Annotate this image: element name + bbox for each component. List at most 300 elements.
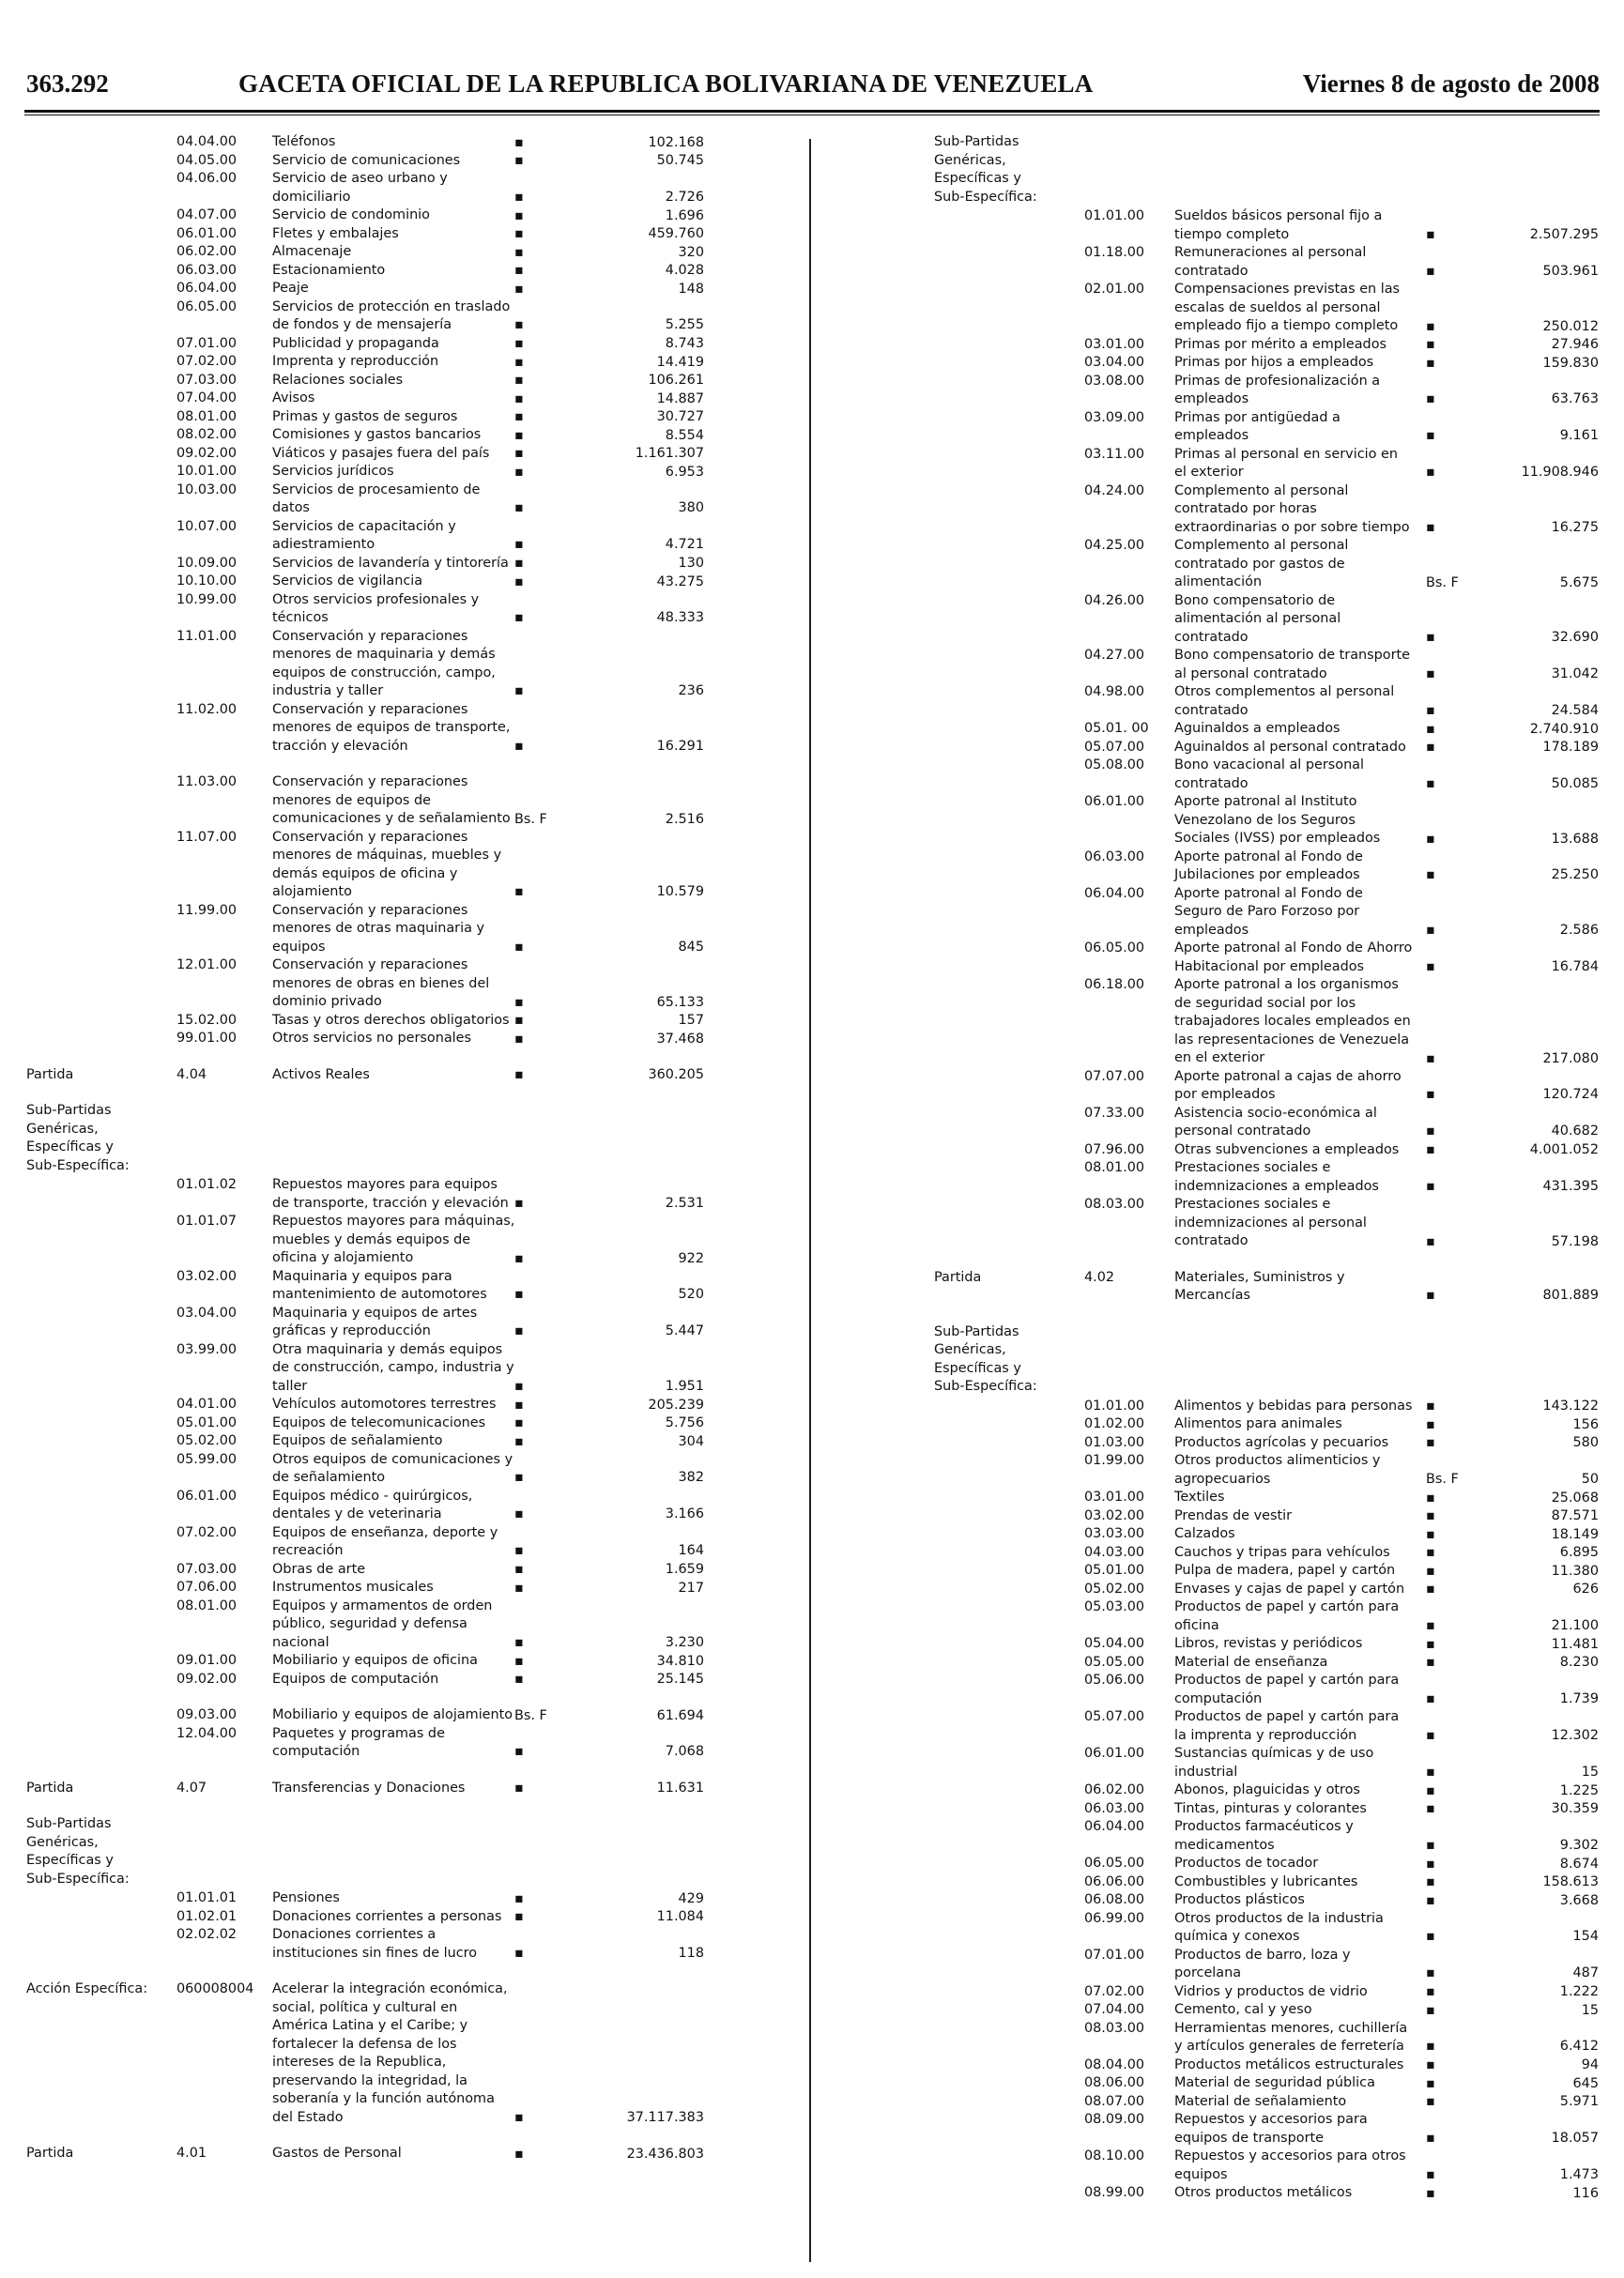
budget-code: 06.04.00 xyxy=(1084,1819,1145,1834)
budget-description: Primas de profesionalización a empleados xyxy=(1174,373,1381,406)
budget-description: Conservación y reparaciones menores de maquinaria y demás equipos de construcción, campo, industria y taller xyxy=(272,628,496,698)
budget-row xyxy=(934,1635,1599,1654)
budget-description: Cauchos y tripas para vehículos xyxy=(1174,1544,1390,1560)
budget-row xyxy=(26,1815,704,1889)
bullet-marker: ▪ xyxy=(1426,1617,1435,1633)
budget-amount: 1.659 xyxy=(665,1562,704,1577)
budget-row xyxy=(26,1524,704,1561)
bullet-marker: ▪ xyxy=(514,207,524,223)
budget-amount: 503.961 xyxy=(1542,263,1599,279)
budget-code: 10.03.00 xyxy=(176,482,237,497)
budget-row xyxy=(934,1910,1599,1947)
bullet-marker: ▪ xyxy=(1426,2130,1435,2146)
budget-row xyxy=(934,2056,1599,2075)
budget-description: Maquinaria y equipos para mantenimiento de automotores xyxy=(272,1268,487,1302)
budget-amount: 2.531 xyxy=(665,1195,704,1211)
budget-row xyxy=(26,1706,704,1725)
budget-code: 03.01.00 xyxy=(1084,1490,1145,1505)
budget-row xyxy=(934,720,1599,739)
right-column xyxy=(934,133,1599,2203)
budget-code: 05.02.00 xyxy=(176,1433,237,1448)
budget-row xyxy=(934,1434,1599,1453)
row-label: Partida xyxy=(934,1269,982,1285)
bullet-marker: ▪ xyxy=(1426,2002,1435,2018)
budget-description: Transferencias y Donaciones xyxy=(272,1780,466,1796)
budget-amount: 8.743 xyxy=(665,336,704,351)
budget-code: 06.18.00 xyxy=(1084,977,1145,992)
budget-amount: 24.584 xyxy=(1551,702,1599,718)
budget-amount: 5.971 xyxy=(1559,2094,1599,2109)
bullet-marker: ▪ xyxy=(514,1379,524,1394)
budget-description: Complemento al personal contratado por gastos de alimentación xyxy=(1174,538,1349,589)
bullet-marker: ▪ xyxy=(1426,1690,1435,1706)
budget-code: 03.04.00 xyxy=(176,1305,237,1321)
budget-amount: 25.145 xyxy=(656,1672,704,1687)
budget-amount: 40.682 xyxy=(1551,1124,1599,1139)
bullet-marker: ▪ xyxy=(1426,2094,1435,2109)
budget-row xyxy=(934,482,1599,538)
budget-amount: 37.468 xyxy=(656,1031,704,1047)
bullet-marker: ▪ xyxy=(514,134,524,150)
budget-row xyxy=(934,683,1599,720)
budget-code: 12.01.00 xyxy=(176,957,237,972)
budget-description: Productos de barro, loza y porcelana xyxy=(1174,1947,1351,1980)
budget-code: 08.01.00 xyxy=(1084,1160,1145,1175)
page-number: 363.292 xyxy=(26,69,109,98)
budget-code: 4.02 xyxy=(1084,1269,1115,1285)
budget-amount: 120.724 xyxy=(1542,1087,1599,1102)
budget-description: Prestaciones sociales e indemnizaciones al personal contratado xyxy=(1174,1197,1367,1248)
budget-amount: 94 xyxy=(1581,2057,1599,2072)
budget-amount: 320 xyxy=(678,244,704,260)
budget-description: Productos farmacéuticos y medicamentos xyxy=(1174,1819,1354,1853)
budget-code: 05.02.00 xyxy=(1084,1581,1145,1597)
bullet-marker: ▪ xyxy=(514,1672,524,1687)
budget-description: Vehículos automotores terrestres xyxy=(272,1397,497,1412)
currency-unit: Bs. F xyxy=(1426,574,1459,590)
budget-amount: 34.810 xyxy=(656,1653,704,1669)
budget-code: 08.03.00 xyxy=(1084,2020,1145,2036)
budget-amount: 11.380 xyxy=(1551,1563,1599,1579)
budget-code: 01.01.00 xyxy=(1084,1398,1145,1414)
bullet-marker: ▪ xyxy=(1426,1984,1435,1999)
budget-code: 04.05.00 xyxy=(176,152,237,168)
budget-description: Conservación y reparaciones menores de equipos de transporte, tracción y elevación xyxy=(272,701,511,754)
budget-code: 04.03.00 xyxy=(1084,1544,1145,1560)
bullet-marker: ▪ xyxy=(1426,1142,1435,1157)
budget-code: 4.07 xyxy=(176,1780,207,1796)
budget-row xyxy=(26,902,704,957)
budget-code: 06.01.00 xyxy=(1084,794,1145,809)
budget-description: Sueldos básicos personal fijo a tiempo completo xyxy=(1174,208,1383,242)
budget-description: Sustancias químicas y de uso industrial xyxy=(1174,1746,1374,1780)
budget-row xyxy=(26,1066,704,1085)
budget-amount: 61.694 xyxy=(656,1707,704,1723)
budget-amount: 14.887 xyxy=(656,390,704,406)
budget-row xyxy=(934,207,1599,244)
budget-amount: 18.057 xyxy=(1551,2130,1599,2146)
budget-code: 05.06.00 xyxy=(1084,1673,1145,1688)
budget-row xyxy=(26,573,704,591)
budget-description: Otros productos metálicos xyxy=(1174,2185,1353,2200)
budget-row xyxy=(934,757,1599,793)
budget-code: 99.01.00 xyxy=(176,1031,237,1046)
budget-amount: 50.745 xyxy=(656,153,704,168)
budget-code: 09.02.00 xyxy=(176,445,237,461)
budget-row xyxy=(934,1672,1599,1708)
budget-code: 02.02.02 xyxy=(176,1927,237,1942)
budget-row xyxy=(26,262,704,281)
bullet-marker: ▪ xyxy=(1426,1508,1435,1523)
bullet-marker: ▪ xyxy=(514,1013,524,1028)
budget-description: Teléfonos xyxy=(272,134,336,149)
budget-amount: 429 xyxy=(678,1890,704,1906)
budget-row xyxy=(934,1068,1599,1105)
budget-code: 10.99.00 xyxy=(176,591,237,607)
budget-description: Aguinaldos al personal contratado xyxy=(1174,739,1406,755)
budget-row xyxy=(934,336,1599,355)
budget-code: 06.01.00 xyxy=(176,225,237,241)
budget-code: 07.04.00 xyxy=(176,390,237,405)
row-label: Partida xyxy=(26,1780,74,1796)
budget-code: 03.02.00 xyxy=(176,1268,237,1284)
budget-code: 11.07.00 xyxy=(176,829,237,845)
budget-code: 09.02.00 xyxy=(176,1671,237,1687)
budget-amount: 50.085 xyxy=(1551,775,1599,791)
bullet-marker: ▪ xyxy=(514,409,524,424)
budget-amount: 205.239 xyxy=(648,1397,704,1413)
budget-amount: 1.696 xyxy=(665,207,704,223)
budget-amount: 1.222 xyxy=(1559,1984,1599,1999)
bullet-marker: ▪ xyxy=(1426,2185,1435,2201)
budget-description: Otros servicios profesionales y técnicos xyxy=(272,591,480,625)
bullet-marker: ▪ xyxy=(1426,2039,1435,2054)
budget-row xyxy=(934,2020,1599,2056)
bullet-marker: ▪ xyxy=(514,1195,524,1211)
budget-row xyxy=(26,628,704,701)
budget-description: Tintas, pinturas y colorantes xyxy=(1174,1800,1367,1816)
budget-description: Servicio de aseo urbano y domiciliario xyxy=(272,171,448,205)
bullet-marker: ▪ xyxy=(514,281,524,297)
bullet-marker: ▪ xyxy=(514,683,524,698)
budget-description: Bono compensatorio de transporte al personal contratado xyxy=(1174,648,1410,681)
budget-description: Combustibles y lubricantes xyxy=(1174,1873,1358,1889)
budget-description: Equipos de señalamiento xyxy=(272,1433,443,1448)
bullet-marker: ▪ xyxy=(514,500,524,515)
budget-amount: 1.739 xyxy=(1559,1690,1599,1706)
budget-amount: 2.726 xyxy=(665,189,704,205)
budget-row xyxy=(26,482,704,518)
budget-description: Complemento al personal contratado por horas extraordinarias o por sobre tiempo xyxy=(1174,482,1410,535)
bullet-marker: ▪ xyxy=(1426,867,1435,882)
budget-description: Donaciones corrientes a instituciones sin fines de lucro xyxy=(272,1927,478,1961)
budget-row xyxy=(26,152,704,171)
budget-code: 4.04 xyxy=(176,1066,207,1082)
bullet-marker: ▪ xyxy=(514,739,524,754)
bullet-marker: ▪ xyxy=(1426,1655,1435,1670)
budget-amount: 2.740.910 xyxy=(1529,721,1599,737)
budget-description: Fletes y embalajes xyxy=(272,225,399,241)
budget-description: Alimentos y bebidas para personas xyxy=(1174,1398,1413,1414)
left-column xyxy=(26,133,704,2163)
budget-row xyxy=(934,940,1599,976)
budget-row xyxy=(26,1451,704,1488)
budget-code: 10.01.00 xyxy=(176,464,237,479)
bullet-marker: ▪ xyxy=(1426,1965,1435,1980)
budget-code: 05.99.00 xyxy=(176,1451,237,1467)
bullet-marker: ▪ xyxy=(514,244,524,260)
budget-amount: 12.302 xyxy=(1551,1727,1599,1743)
bullet-marker: ▪ xyxy=(1426,2166,1435,2182)
budget-row xyxy=(26,1980,704,2127)
budget-code: 03.11.00 xyxy=(1084,446,1145,462)
budget-amount: 25.068 xyxy=(1551,1490,1599,1506)
budget-description: Almacenaje xyxy=(272,244,352,259)
bullet-marker: ▪ xyxy=(514,390,524,406)
budget-description: Maquinaria y equipos de artes gráficas y reproducción xyxy=(272,1305,478,1338)
budget-row xyxy=(934,2148,1599,2184)
budget-description: Gastos de Personal xyxy=(272,2146,402,2161)
budget-amount: 16.784 xyxy=(1551,958,1599,974)
budget-description: Prendas de vestir xyxy=(1174,1507,1293,1523)
budget-amount: 23.436.803 xyxy=(626,2146,704,2162)
budget-row xyxy=(26,1926,704,1963)
budget-description: Primas por hijos a empleados xyxy=(1174,355,1374,370)
budget-code: 06.03.00 xyxy=(1084,849,1145,864)
bullet-marker: ▪ xyxy=(514,573,524,589)
budget-amount: 9.161 xyxy=(1559,428,1599,443)
budget-code: 05.08.00 xyxy=(1084,757,1145,772)
budget-row xyxy=(934,647,1599,683)
budget-code: 07.07.00 xyxy=(1084,1068,1145,1084)
budget-amount: 11.631 xyxy=(656,1781,704,1796)
budget-amount: 25.250 xyxy=(1551,867,1599,882)
budget-code: 09.01.00 xyxy=(176,1653,237,1668)
bullet-marker: ▪ xyxy=(514,1067,524,1082)
budget-amount: 157 xyxy=(678,1013,704,1028)
budget-row xyxy=(934,1947,1599,1983)
budget-amount: 50 xyxy=(1581,1471,1599,1487)
budget-row xyxy=(26,956,704,1012)
budget-amount: 15 xyxy=(1581,1764,1599,1780)
budget-row xyxy=(934,1525,1599,1544)
budget-row xyxy=(26,1889,704,1908)
budget-row xyxy=(934,1196,1599,1251)
bullet-marker: ▪ xyxy=(1426,1636,1435,1652)
budget-row xyxy=(934,1891,1599,1910)
budget-amount: 31.042 xyxy=(1551,665,1599,681)
budget-description: Prestaciones sociales e indemnizaciones a empleados xyxy=(1174,1160,1379,1194)
bullet-marker: ▪ xyxy=(514,1506,524,1521)
budget-code: 07.96.00 xyxy=(1084,1141,1145,1157)
budget-description: Remuneraciones al personal contratado xyxy=(1174,245,1367,279)
budget-code: 06.03.00 xyxy=(176,262,237,278)
budget-row xyxy=(26,1432,704,1451)
budget-row xyxy=(26,1102,704,1176)
budget-amount: 459.760 xyxy=(648,226,704,241)
budget-code: 04.25.00 xyxy=(1084,538,1145,553)
budget-amount: 154 xyxy=(1572,1929,1599,1944)
bullet-marker: ▪ xyxy=(1426,740,1435,755)
budget-row xyxy=(934,1323,1599,1398)
budget-amount: 1.161.307 xyxy=(635,446,704,461)
budget-code: 07.01.00 xyxy=(1084,1947,1145,1963)
budget-code: 01.01.01 xyxy=(176,1890,237,1905)
budget-amount: 5.675 xyxy=(1559,574,1599,590)
bullet-marker: ▪ xyxy=(514,189,524,205)
bullet-marker: ▪ xyxy=(514,153,524,168)
budget-code: 06.01.00 xyxy=(176,1488,237,1504)
budget-row xyxy=(934,1598,1599,1635)
budget-amount: 3.230 xyxy=(665,1635,704,1650)
budget-amount: 32.690 xyxy=(1551,630,1599,645)
bullet-marker: ▪ xyxy=(514,317,524,332)
bullet-marker: ▪ xyxy=(1426,520,1435,535)
bullet-marker: ▪ xyxy=(514,464,524,480)
budget-description: Vidrios y productos de vidrio xyxy=(1174,1983,1368,1999)
budget-code: 06.04.00 xyxy=(176,281,237,296)
budget-row xyxy=(26,1176,704,1213)
budget-row xyxy=(934,2074,1599,2093)
budget-description: Aguinaldos a empleados xyxy=(1174,721,1341,736)
budget-description: Repuestos mayores para máquinas, muebles y demás equipos de oficina y alojamiento xyxy=(272,1214,515,1265)
budget-code: 01.03.00 xyxy=(1084,1434,1145,1450)
budget-description: Paquetes y programas de computación xyxy=(272,1725,445,1759)
budget-row xyxy=(26,1780,704,1798)
budget-code: 07.04.00 xyxy=(1084,2002,1145,2017)
bullet-marker: ▪ xyxy=(514,1287,524,1302)
budget-description: Materiales, Suministros y Mercancías xyxy=(1174,1269,1345,1303)
bullet-marker: ▪ xyxy=(514,994,524,1010)
budget-amount: 487 xyxy=(1572,1965,1599,1980)
budget-amount: 217 xyxy=(678,1580,704,1596)
budget-code: 03.02.00 xyxy=(1084,1507,1145,1523)
budget-amount: 106.261 xyxy=(648,373,704,388)
bullet-marker: ▪ xyxy=(514,537,524,552)
budget-code: 04.07.00 xyxy=(176,207,237,222)
budget-row xyxy=(934,1745,1599,1781)
bullet-marker: ▪ xyxy=(514,1635,524,1650)
budget-code: 04.27.00 xyxy=(1084,648,1145,663)
budget-row xyxy=(934,1855,1599,1873)
budget-code: 04.01.00 xyxy=(176,1397,237,1412)
budget-description: Otros equipos de comunicaciones y de señalamiento xyxy=(272,1451,513,1485)
budget-amount: 8.674 xyxy=(1559,1856,1599,1872)
budget-amount: 217.080 xyxy=(1542,1050,1599,1066)
budget-code: 08.04.00 xyxy=(1084,2056,1145,2072)
budget-description: Imprenta y reproducción xyxy=(272,354,439,369)
bullet-marker: ▪ xyxy=(1426,1050,1435,1066)
bullet-marker: ▪ xyxy=(1426,465,1435,480)
budget-description: Pensiones xyxy=(272,1890,340,1905)
bullet-marker: ▪ xyxy=(514,1543,524,1558)
budget-description: Comisiones y gastos bancarios xyxy=(272,427,482,442)
budget-amount: 4.721 xyxy=(665,537,704,552)
row-label: Sub-Partidas Genéricas, Específicas y Sub-Específica: xyxy=(26,1103,130,1173)
budget-code: 04.26.00 xyxy=(1084,592,1145,608)
budget-description: Equipos de enseñanza, deporte y recreación xyxy=(272,1524,498,1558)
bullet-marker: ▪ xyxy=(514,1945,524,1961)
budget-row xyxy=(26,1671,704,1689)
bullet-marker: ▪ xyxy=(1426,1856,1435,1872)
budget-code: 11.01.00 xyxy=(176,628,237,644)
budget-code: 03.09.00 xyxy=(1084,409,1145,425)
budget-code: 10.10.00 xyxy=(176,573,237,589)
budget-row xyxy=(26,298,704,335)
budget-code: 08.10.00 xyxy=(1084,2148,1145,2163)
budget-description: Primas por antigüedad a empleados xyxy=(1174,409,1341,443)
budget-row xyxy=(26,1725,704,1762)
budget-row xyxy=(26,408,704,427)
budget-description: Aporte patronal al Fondo de Seguro de Paro Forzoso por empleados xyxy=(1174,885,1363,938)
bullet-marker: ▪ xyxy=(1426,1929,1435,1944)
budget-code: 07.02.00 xyxy=(176,1524,237,1540)
bullet-marker: ▪ xyxy=(1426,958,1435,974)
bullet-marker: ▪ xyxy=(1426,831,1435,847)
budget-amount: 4.001.052 xyxy=(1529,1142,1599,1157)
budget-description: Estacionamiento xyxy=(272,262,386,278)
budget-description: Repuestos y accesorios para equipos de transporte xyxy=(1174,2112,1368,2146)
budget-description: Peaje xyxy=(272,281,309,296)
budget-code: 03.03.00 xyxy=(1084,1526,1145,1541)
budget-code: 07.03.00 xyxy=(176,372,237,388)
budget-description: Tasas y otros derechos obligatorios xyxy=(272,1012,510,1028)
budget-description: Material de seguridad pública xyxy=(1174,2075,1375,2090)
budget-description: Otra maquinaria y demás equipos de construcción, campo, industria y taller xyxy=(272,1341,514,1394)
bullet-marker: ▪ xyxy=(514,2146,524,2162)
budget-amount: 164 xyxy=(678,1543,704,1558)
budget-code: 060008004 xyxy=(176,1981,254,1996)
budget-description: Conservación y reparaciones menores de obras en bienes del dominio privado xyxy=(272,957,490,1009)
budget-description: Productos de papel y cartón para la imprenta y reproducción xyxy=(1174,1709,1400,1743)
budget-code: 08.02.00 xyxy=(176,427,237,442)
budget-amount: 360.205 xyxy=(648,1067,704,1082)
budget-row xyxy=(26,773,704,829)
budget-row xyxy=(26,206,704,225)
budget-amount: 16.291 xyxy=(656,739,704,754)
budget-description: Productos agrícolas y pecuarios xyxy=(1174,1434,1389,1450)
row-label: Sub-Partidas Genéricas, Específicas y Sub-Específica: xyxy=(934,1323,1037,1394)
budget-description: Servicios de protección en traslado de fondos y de mensajería xyxy=(272,298,511,332)
budget-amount: 159.830 xyxy=(1542,355,1599,371)
budget-row xyxy=(934,885,1599,940)
budget-row xyxy=(934,1708,1599,1745)
budget-row xyxy=(26,2145,704,2163)
budget-description: Calzados xyxy=(1174,1526,1235,1541)
bullet-marker: ▪ xyxy=(1426,1782,1435,1798)
bullet-marker: ▪ xyxy=(1426,1526,1435,1542)
bullet-marker: ▪ xyxy=(1426,1545,1435,1560)
budget-amount: 7.068 xyxy=(665,1744,704,1759)
budget-code: 10.09.00 xyxy=(176,555,237,571)
budget-row xyxy=(26,1579,704,1598)
budget-amount: 2.516 xyxy=(665,811,704,827)
budget-row xyxy=(934,793,1599,849)
budget-description: Obras de arte xyxy=(272,1561,366,1577)
budget-amount: 380 xyxy=(678,500,704,515)
bullet-marker: ▪ xyxy=(514,1653,524,1669)
budget-code: 05.07.00 xyxy=(1084,739,1145,755)
budget-row xyxy=(934,1562,1599,1581)
budget-row xyxy=(26,701,704,757)
budget-description: Servicios jurídicos xyxy=(272,464,394,479)
budget-row xyxy=(26,426,704,445)
budget-description: Herramientas menores, cuchillería y artículos generales de ferretería xyxy=(1174,2020,1408,2054)
budget-amount: 8.230 xyxy=(1559,1655,1599,1670)
budget-description: Cemento, cal y yeso xyxy=(1174,2002,1312,2017)
budget-code: 06.02.00 xyxy=(1084,1782,1145,1797)
budget-code: 01.01.07 xyxy=(176,1214,237,1229)
